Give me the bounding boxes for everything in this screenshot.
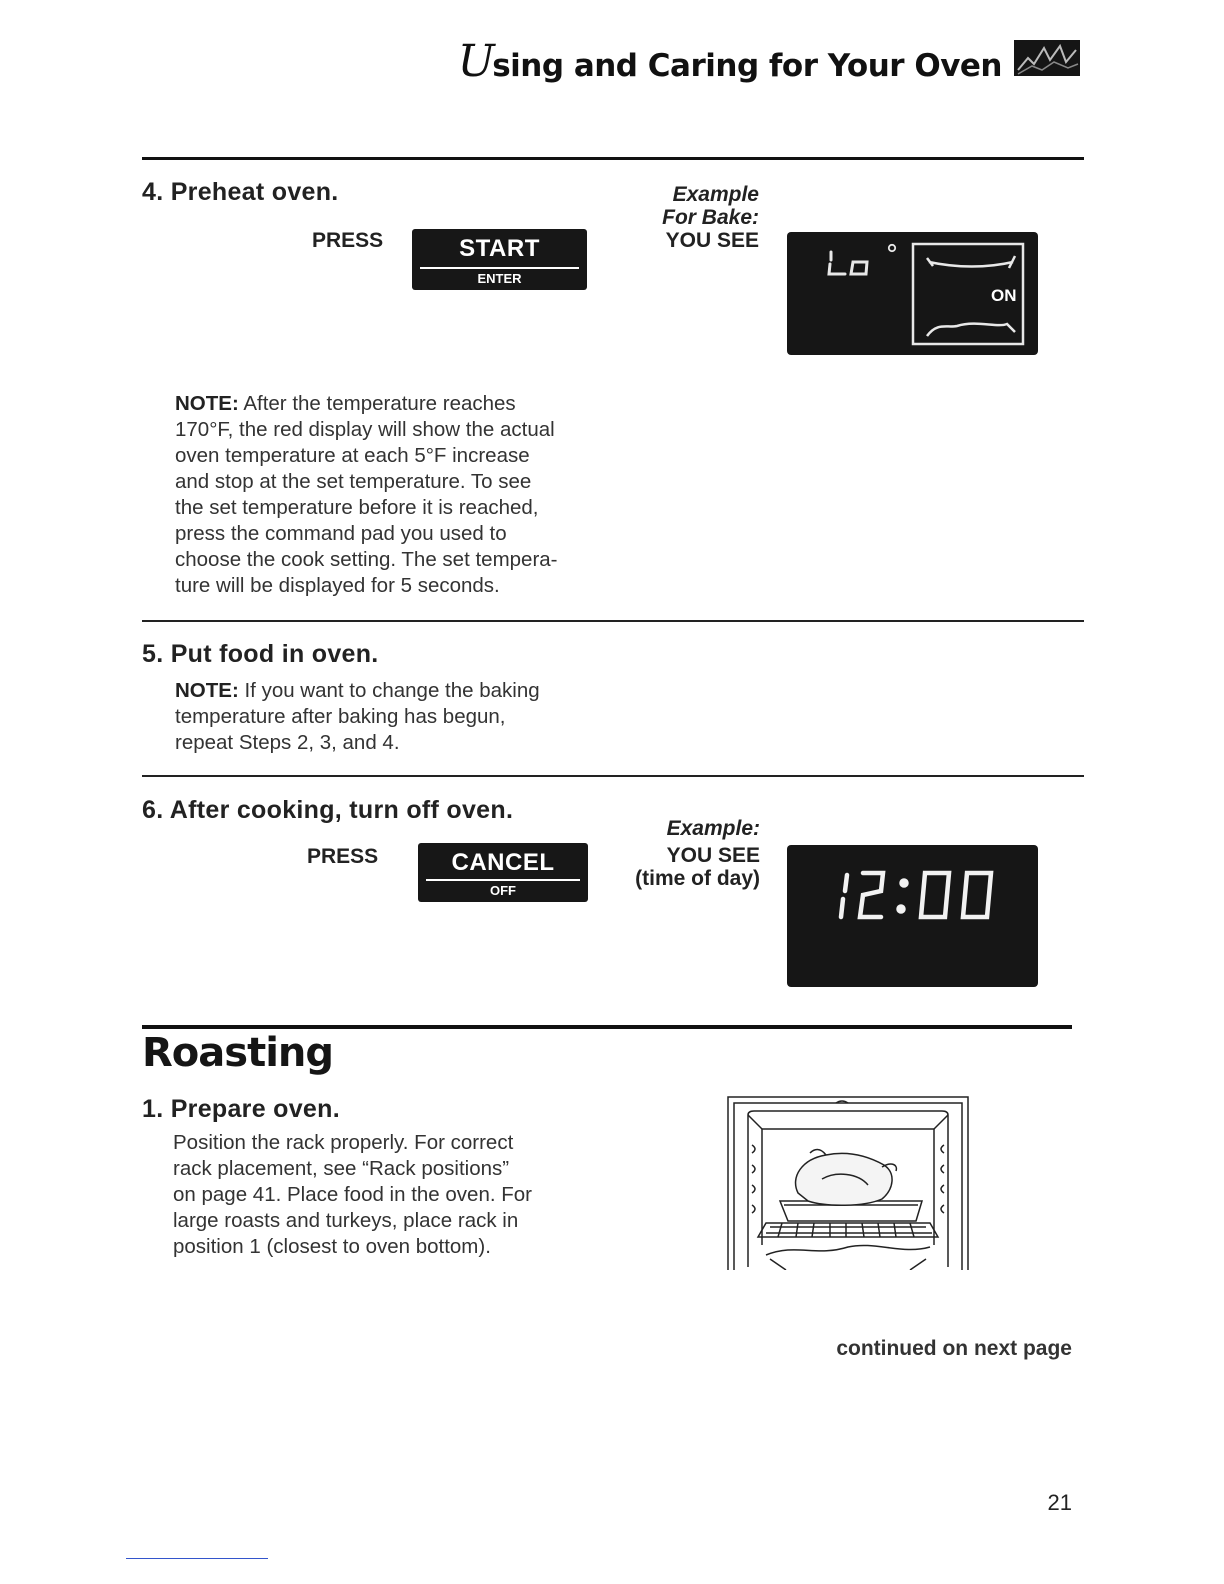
- step6-example-line1: Example:: [666, 817, 760, 840]
- step4-note-line: press the command pad you used to: [175, 522, 507, 545]
- roasting-step1-line: large roasts and turkeys, place rack in: [173, 1209, 519, 1232]
- display-time-value: 12:00: [787, 845, 790, 846]
- step4-note-line: choose the cook setting. The set tempera-: [175, 548, 558, 571]
- start-key-label: START: [459, 235, 540, 262]
- step6-example: [635, 817, 760, 890]
- step4-you-see: YOU SEE: [665, 229, 759, 252]
- bottom-link-underline: [126, 1558, 268, 1559]
- oven-display-clock: [787, 845, 1038, 987]
- section-divider: [142, 1025, 1072, 1029]
- header-divider: [142, 157, 1084, 160]
- page-number: 21: [1047, 1490, 1072, 1515]
- step5-divider: [142, 775, 1084, 777]
- step4-note-line: oven temperature at each 5°F increase: [175, 444, 530, 467]
- step4-note-line: and stop at the set temperature. To see: [175, 470, 532, 493]
- oven-display-preheat: [787, 232, 1038, 355]
- cancel-key-label: CANCEL: [451, 849, 555, 876]
- step5-note-line: temperature after baking has begun,: [175, 705, 506, 728]
- header-title-rest: sing and Caring for Your Oven: [492, 48, 1002, 84]
- step6-heading: 6. After cooking, turn off oven.: [142, 796, 514, 824]
- header-title-initial: U: [457, 36, 495, 87]
- step4-note-line: 170°F, the red display will show the actual: [175, 418, 555, 441]
- oven-roasting-illustration: [726, 1095, 970, 1270]
- step6-press-label: PRESS: [307, 845, 379, 868]
- step4-example: [662, 183, 759, 252]
- enter-key-label: ENTER: [477, 271, 522, 286]
- step5-heading: 5. Put food in oven.: [142, 640, 379, 668]
- roasting-step1-line: on page 41. Place food in the oven. For: [173, 1183, 533, 1206]
- page-header-title: [458, 36, 1002, 87]
- step5-note-line: repeat Steps 2, 3, and 4.: [175, 731, 400, 754]
- roasting-step1-text: [173, 1130, 532, 1260]
- step4-note-line: the set temperature before it is reached,: [175, 496, 539, 519]
- start-enter-keypad[interactable]: [412, 229, 587, 290]
- step6-you-see: YOU SEE: [666, 844, 760, 867]
- step4-heading: 4. Preheat oven.: [142, 178, 339, 206]
- header-logo-icon: [1014, 40, 1080, 76]
- step5-note-line: NOTE: If you want to change the baking: [175, 679, 540, 702]
- cancel-off-keypad[interactable]: [418, 843, 588, 902]
- display-on-indicator: ON: [991, 286, 1017, 305]
- continued-note: continued on next page: [836, 1337, 1072, 1360]
- step6-time-of-day: (time of day): [635, 867, 760, 890]
- step4-note: [175, 391, 558, 599]
- off-key-label: OFF: [490, 883, 516, 898]
- step5-note: [175, 678, 540, 756]
- step4-note-line: NOTE: After the temperature reaches: [175, 392, 516, 415]
- roasting-step1-heading: 1. Prepare oven.: [142, 1095, 340, 1123]
- step4-note-line: ture will be displayed for 5 seconds.: [175, 574, 500, 597]
- roasting-step1-line: rack placement, see “Rack positions”: [173, 1157, 510, 1180]
- clock-display-graphic: [787, 845, 1038, 987]
- step4-example-line1: Example: [672, 183, 759, 206]
- preheat-display-graphic: [787, 232, 1038, 355]
- step4-divider: [142, 620, 1084, 622]
- roasting-step1-line: Position the rack properly. For correct: [173, 1131, 514, 1154]
- section-title-roasting: Roasting: [142, 1030, 334, 1076]
- step4-press-label: PRESS: [312, 229, 384, 252]
- step4-example-line2: For Bake:: [662, 206, 759, 229]
- roasting-step1-line: position 1 (closest to oven bottom).: [173, 1235, 491, 1258]
